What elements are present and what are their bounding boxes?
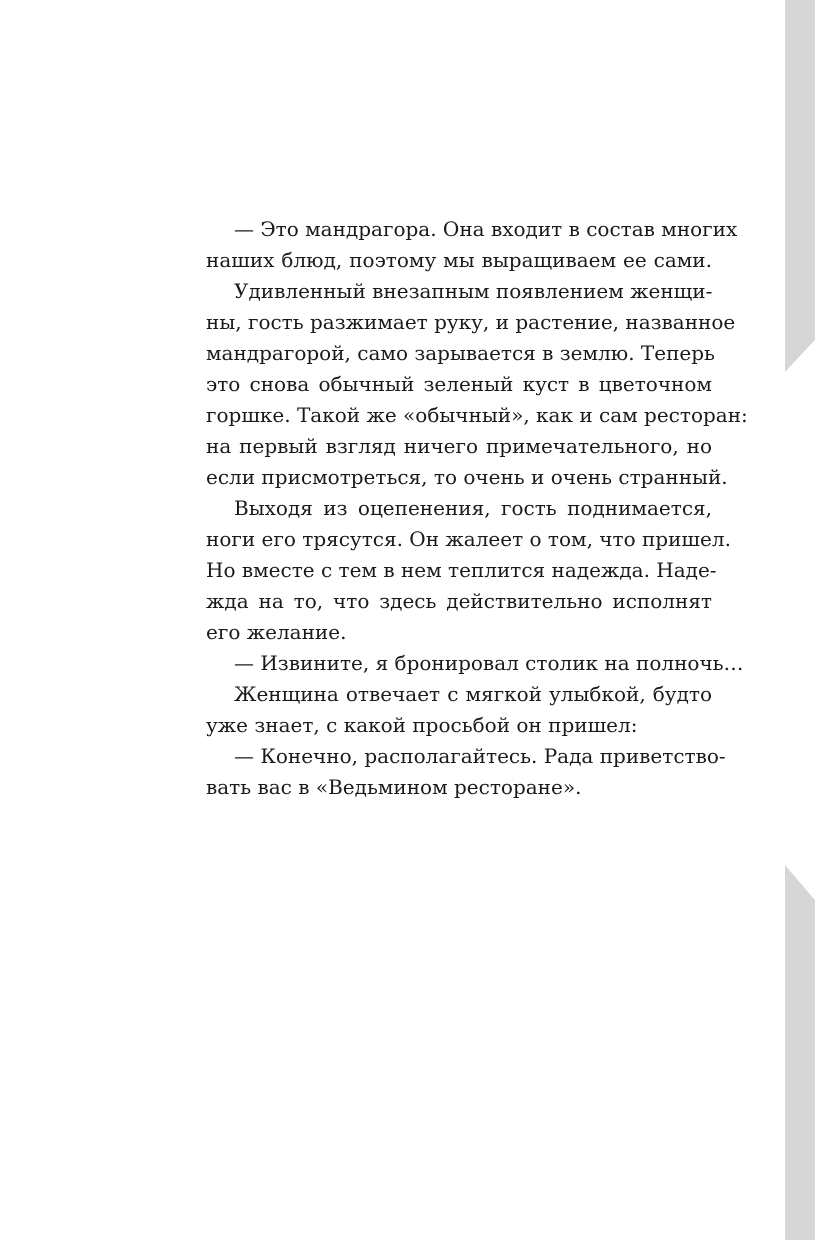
page-text (206, 214, 748, 803)
page-edge-strip (785, 0, 815, 1240)
text-line: если присмотреться, то очень и очень странный. (206, 465, 728, 489)
text-line: на первый взгляд ничего примечательного, но (206, 434, 712, 458)
text-line: Женщина отвечает с мягкой улыбкой, будто (234, 682, 712, 706)
text-line: — Конечно, располагайтесь. Рада приветство- (234, 744, 726, 768)
text-line: жда на то, что здесь действительно исполнят (206, 589, 712, 613)
text-line: это снова обычный зеленый куст в цветочном (206, 372, 712, 396)
text-line: Выходя из оцепенения, гость поднимается, (234, 496, 712, 520)
text-line: вать вас в «Ведьмином ресторане». (206, 775, 582, 799)
text-line: горшке. Такой же «обычный», как и сам ресторан: (206, 403, 748, 427)
text-line: уже знает, с какой просьбой он пришел: (206, 713, 638, 737)
text-line: его желание. (206, 620, 347, 644)
text-line: ны, гость разжимает руку, и растение, названное (206, 310, 736, 334)
text-line: ноги его трясутся. Он жалеет о том, что пришел. (206, 527, 731, 551)
text-line: Но вместе с тем в нем теплится надежда. Наде- (206, 558, 717, 582)
text-line: — Извините, я бронировал столик на полночь… (234, 651, 744, 675)
text-line: наших блюд, поэтому мы выращиваем ее сами. (206, 248, 712, 272)
text-line: мандрагорой, само зарывается в землю. Теперь (206, 341, 715, 365)
text-line: — Это мандрагора. Она входит в состав многих (234, 217, 738, 241)
text-line: Удивленный внезапным появлением женщи- (234, 279, 713, 303)
